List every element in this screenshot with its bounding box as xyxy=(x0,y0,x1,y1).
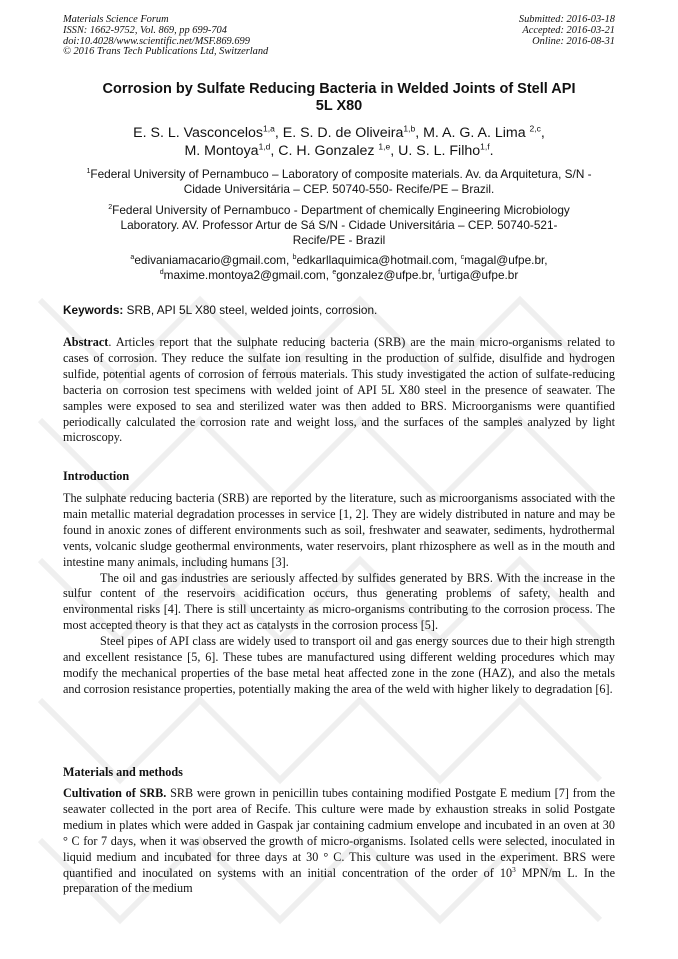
email-sup: d xyxy=(159,267,164,276)
paragraph: The sulphate reducing bacteria (SRB) are reported by the literature, such as microorganisms associated with the main metallic material degradation processes in service [1, 2]. They are widely distributed in nature and may be found in anoxic zones of different environments such as soil, freshwater and seawater, sediments, hydrothermal vents, volcanic sludge geothermal environments, water reservoirs, plant rhizosphere as well as in the mouth and intestine many animals, including humans [3]. xyxy=(63,491,615,569)
author-line xyxy=(70,124,608,142)
title-line: 5L X80 xyxy=(315,98,363,114)
cultivation-paragraph xyxy=(63,786,615,897)
affiliation-line xyxy=(70,203,608,218)
paper-title xyxy=(70,81,608,115)
email-link[interactable]: edivaniamacario@gmail.com, xyxy=(134,253,293,267)
author-separator: , xyxy=(540,125,545,141)
header-line: ISSN: 1662-9752, Vol. 869, pp 699-704 xyxy=(63,24,227,36)
cultivation-text-cont: MPN/m L. In the preparation of the medium xyxy=(63,865,615,896)
author-name: M. Montoya xyxy=(184,143,259,159)
author-name: E. S. L. Vasconcelos xyxy=(133,125,264,141)
paragraph: The oil and gas industries are seriously affected by sulfides generated by BRS. With the increase in the sulfur content of the reservoirs acidification occurs, thus generating problems of safety, health and environmental risks [4]. There is still uncertainty as micro-organisms contributing to the corrosion process. The most accepted theory is that they act as catalysts in the corrosion process [5]. xyxy=(63,570,615,633)
email-sup: b xyxy=(292,253,297,262)
author-sup: 1,d xyxy=(258,141,271,152)
affiliation-text: Federal University of Pernambuco - Department of chemically Engineering Microbiology xyxy=(112,203,570,217)
keywords-label: Keywords: xyxy=(63,303,124,317)
affiliation-2 xyxy=(70,203,608,247)
journal-header xyxy=(63,15,268,58)
affiliation-line: Cidade Universitária – CEP. 50740-550- Recife/PE – Brazil. xyxy=(183,181,495,196)
paragraph: Steel pipes of API class are widely used to transport oil and gas energy sources due to their high strength and excellent resistance [5, 6]. These tubes are manufactured using different welding procedures which may modify the mechanical properties of the base metal heat affected zone in the zone (HAZ), and also the metals and corrosion resistance properties, potentially making the area of the weld with higher likely to degradation [6]. xyxy=(63,634,615,696)
keywords xyxy=(63,303,615,318)
submitted-date: Submitted: 2016-03-18 xyxy=(518,14,615,25)
author-separator: , xyxy=(390,143,399,159)
author-sup: 1,a xyxy=(263,123,275,134)
email-link[interactable]: urtiga@ufpe.br xyxy=(440,267,519,282)
abstract xyxy=(63,335,615,446)
author-separator: , xyxy=(274,125,283,141)
affiliation-sup: 1 xyxy=(86,167,91,176)
introduction-body xyxy=(63,491,615,698)
email-sup: a xyxy=(130,253,135,262)
author-sup: 1,f xyxy=(480,141,490,152)
author-name: U. S. L. Filho xyxy=(398,143,481,159)
email-sup: e xyxy=(332,267,337,276)
author-emails xyxy=(70,253,608,282)
author-separator: , xyxy=(415,125,424,141)
email-link[interactable]: edkarllaquimica@hotmail.com, xyxy=(296,253,461,267)
email-line xyxy=(70,268,608,283)
abstract-text: . Articles report that the sulphate reducing bacteria (SRB) are the main micro-organisms related to cases of corrosion. They reduce the sulfate ion resulting in the production of sulfide, disulfide and hydrogen sulfide, potential agents of corrosion of ferrous materials. This study investigated the action of sulfate-reducing bacteria on corrosion test specimens with welded joint of API 5L X80 steel in the presence of seawater. The samples were exposed to sea and sterilized water was then added to BRS. Microorganisms were quantified periodically calculated the corrosion rate and weight loss, and the surfaces of the samples analyzed by light microscopy. xyxy=(63,335,615,445)
author-list xyxy=(70,124,608,160)
email-link[interactable]: maxime.montoya2@gmail.com, xyxy=(163,267,333,282)
section-heading-introduction: Introduction xyxy=(63,469,130,483)
author-sup: 2,c xyxy=(529,123,541,134)
accepted-date: Accepted: 2016-03-21 xyxy=(522,24,615,36)
email-line xyxy=(70,253,608,268)
cultivation-text: SRB were grown in penicillin tubes containing modified Postgate E medium [7] from the seawater collected in the port area of Recife. This culture were made by exhaustion streaks in solid Postgate medium in plates which were added in Gaspak jar containing cadmium envelope and incubated in an oven at 30 ° C for 7 days, when it was observed the growth of micro-organisms. Isolated cells were selected, inoculated in liquid medium and incubated for three days at 30 ° C. This culture was used in the experiment. BRS were quantified and inoculated on systems with an initial concentration of the order of 10 xyxy=(63,786,615,880)
exponent: 3 xyxy=(512,864,516,874)
title-line: Corrosion by Sulfate Reducing Bacteria in Welded Joints of Stell API xyxy=(102,81,576,97)
author-sup: 1,b xyxy=(403,123,416,134)
affiliation-sup: 2 xyxy=(108,203,113,212)
dates-header xyxy=(519,15,615,47)
affiliation-line: Recife/PE - Brazil xyxy=(292,232,386,247)
affiliation-text: Federal University of Pernambuco – Laboratory of composite materials. Av. da Arquitetura, S/N - xyxy=(90,167,592,181)
author-separator: , xyxy=(270,143,279,159)
section-heading-materials-methods: Materials and methods xyxy=(63,765,183,779)
header-line: doi:10.4028/www.scientific.net/MSF.869.699 xyxy=(63,35,250,47)
cultivation-label: Cultivation of SRB. xyxy=(63,786,167,800)
author-name: E. S. D. de Oliveira xyxy=(282,125,404,141)
affiliation-line: Laboratory. AV. Professor Artur de Sá S/N - Cidade Universitária – CEP. 50740-521- xyxy=(120,217,558,232)
header-line: © 2016 Trans Tech Publications Ltd, Switzerland xyxy=(63,46,269,58)
affiliation-1 xyxy=(70,167,608,197)
online-date: Online: 2016-08-31 xyxy=(532,35,615,47)
author-sup: 1,e xyxy=(378,141,391,152)
email-sup: f xyxy=(438,267,441,276)
keywords-text: SRB, API 5L X80 steel, welded joints, corrosion. xyxy=(123,303,378,317)
header-line: Materials Science Forum xyxy=(63,14,169,25)
email-link[interactable]: gonzalez@ufpe.br, xyxy=(336,267,439,282)
author-name: M. A. G. A. Lima xyxy=(423,125,530,141)
email-sup: c xyxy=(460,253,465,262)
author-line xyxy=(70,142,608,160)
author-separator: . xyxy=(489,143,494,159)
email-link[interactable]: magal@ufpe.br, xyxy=(464,253,548,267)
author-name: C. H. Gonzalez xyxy=(278,143,379,159)
affiliation-line xyxy=(70,167,608,182)
abstract-label: Abstract xyxy=(63,335,109,349)
